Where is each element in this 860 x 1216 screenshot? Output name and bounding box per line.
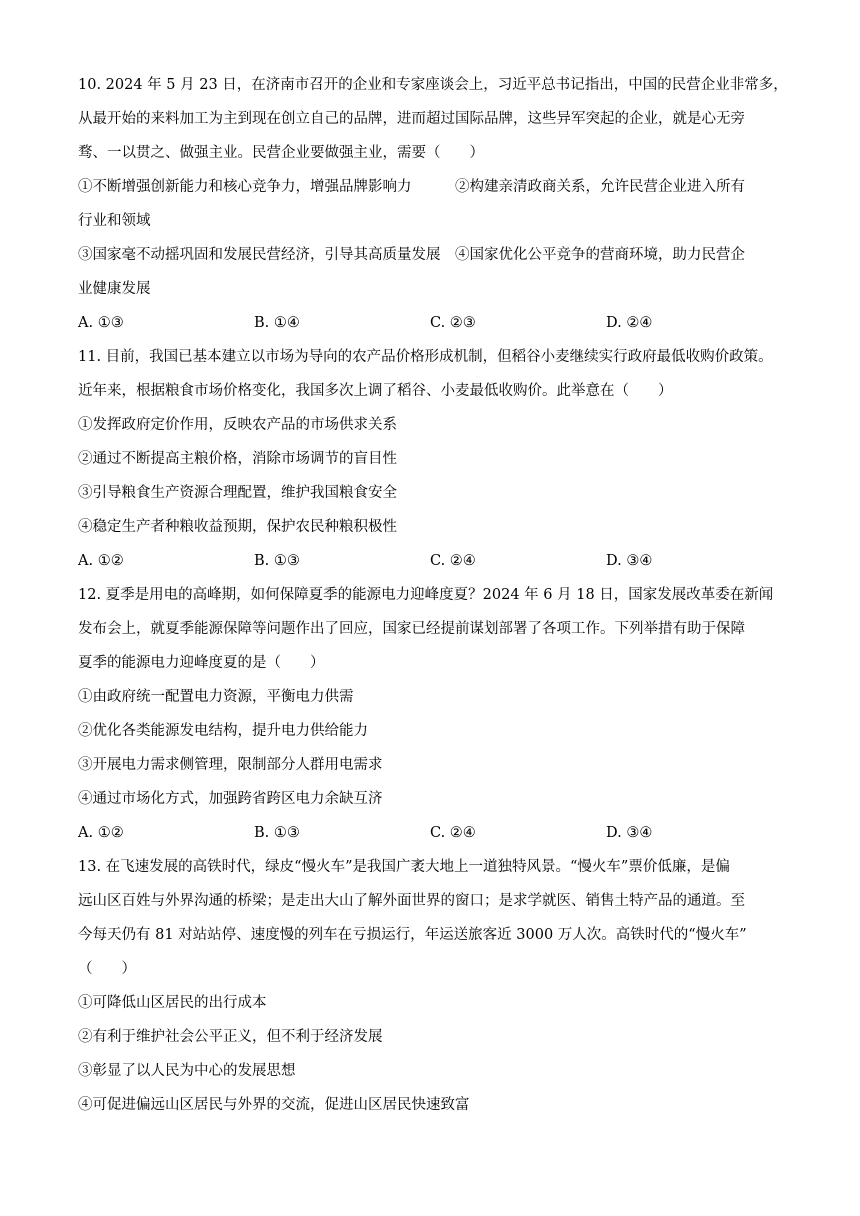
statement-line: ②优化各类能源发电结构，提升电力供给能力 <box>78 723 368 739</box>
question-stem-line: 12. 夏季是用电的高峰期，如何保障夏季的能源电力迎峰度夏？2024 年 6 月 18 日，国家发展改革委在新闻 <box>78 587 774 603</box>
question-stem-line: 13. 在飞速发展的高铁时代，绿皮“慢火车”是我国广袤大地上一道独特风景。“慢火车”票价低廉，是偏 <box>78 859 730 875</box>
question-stem-line: （ ） <box>78 961 136 977</box>
answer-options <box>78 306 790 340</box>
option-b: B. ①③ <box>254 825 300 841</box>
option-b: B. ①③ <box>254 553 300 569</box>
question-stem-line: 夏季的能源电力迎峰度夏的是（ ） <box>78 655 325 671</box>
question-10 <box>78 68 790 340</box>
question-13 <box>78 850 790 1122</box>
document-page <box>78 68 790 1122</box>
statement-line: ③国家毫不动摇巩固和发展民营经济，引导其高质量发展 ④国家优化公平竞争的营商环境，助力民营企 <box>78 247 745 263</box>
question-stem-line: 发布会上，就夏季能源保障等问题作出了回应，国家已经提前谋划部署了各项工作。下列举措有助于保障 <box>78 621 745 637</box>
question-stem-line: 骛、一以贯之、做强主业。民营企业要做强主业，需要（ ） <box>78 145 484 161</box>
option-a: A. ①② <box>78 553 124 569</box>
option-c: C. ②④ <box>430 553 476 569</box>
statement-line: ②有利于维护社会公平正义，但不利于经济发展 <box>78 1029 383 1045</box>
statement-line: ①不断增强创新能力和核心竞争力，增强品牌影响力 ②构建亲清政商关系，允许民营企业进入所有 <box>78 179 745 195</box>
option-c: C. ②④ <box>430 825 476 841</box>
statement-line: ③彰显了以人民为中心的发展思想 <box>78 1063 296 1079</box>
statement-line: ②通过不断提高主粮价格，消除市场调节的盲目性 <box>78 451 397 467</box>
option-a: A. ①② <box>78 825 124 841</box>
statement-line: 业健康发展 <box>78 281 151 297</box>
answer-options <box>78 816 790 850</box>
statement-line: ③引导粮食生产资源合理配置，维护我国粮食安全 <box>78 485 397 501</box>
option-d: D. ③④ <box>606 553 653 569</box>
question-stem-line: 近年来，根据粮食市场价格变化，我国多次上调了稻谷、小麦最低收购价。此举意在（ ） <box>78 383 673 399</box>
question-stem-line: 远山区百姓与外界沟通的桥梁；是走出大山了解外面世界的窗口；是求学就医、销售土特产品的通道。至 <box>78 893 745 909</box>
option-a: A. ①③ <box>78 315 124 331</box>
statement-line: ④稳定生产者种粮收益预期，保护农民种粮积极性 <box>78 519 397 535</box>
answer-options <box>78 544 790 578</box>
question-11 <box>78 340 790 578</box>
question-12 <box>78 578 790 850</box>
statement-line: ④可促进偏远山区居民与外界的交流，促进山区居民快速致富 <box>78 1097 470 1113</box>
question-stem-line: 10. 2024 年 5 月 23 日，在济南市召开的企业和专家座谈会上，习近平总书记指出，中国的民营企业非常多， <box>78 77 788 93</box>
statement-line: ①由政府统一配置电力资源，平衡电力供需 <box>78 689 354 705</box>
statement-line: ①可降低山区居民的出行成本 <box>78 995 267 1011</box>
question-stem-line: 今每天仍有 81 对站站停、速度慢的列车在亏损运行，年运送旅客近 3000 万人次。高铁时代的“慢火车” <box>78 927 747 943</box>
option-d: D. ③④ <box>606 825 653 841</box>
question-stem-line: 从最开始的来料加工为主到现在创立自己的品牌，进而超过国际品牌，这些异军突起的企业，就是心无旁 <box>78 111 745 127</box>
question-stem-line: 11. 目前，我国已基本建立以市场为导向的农产品价格形成机制，但稻谷小麦继续实行政府最低收购价政策。 <box>78 349 773 365</box>
statement-line: 行业和领域 <box>78 213 151 229</box>
statement-line: ③开展电力需求侧管理，限制部分人群用电需求 <box>78 757 383 773</box>
option-b: B. ①④ <box>254 315 300 331</box>
option-d: D. ②④ <box>606 315 653 331</box>
option-c: C. ②③ <box>430 315 476 331</box>
statement-line: ①发挥政府定价作用，反映农产品的市场供求关系 <box>78 417 397 433</box>
statement-line: ④通过市场化方式，加强跨省跨区电力余缺互济 <box>78 791 383 807</box>
